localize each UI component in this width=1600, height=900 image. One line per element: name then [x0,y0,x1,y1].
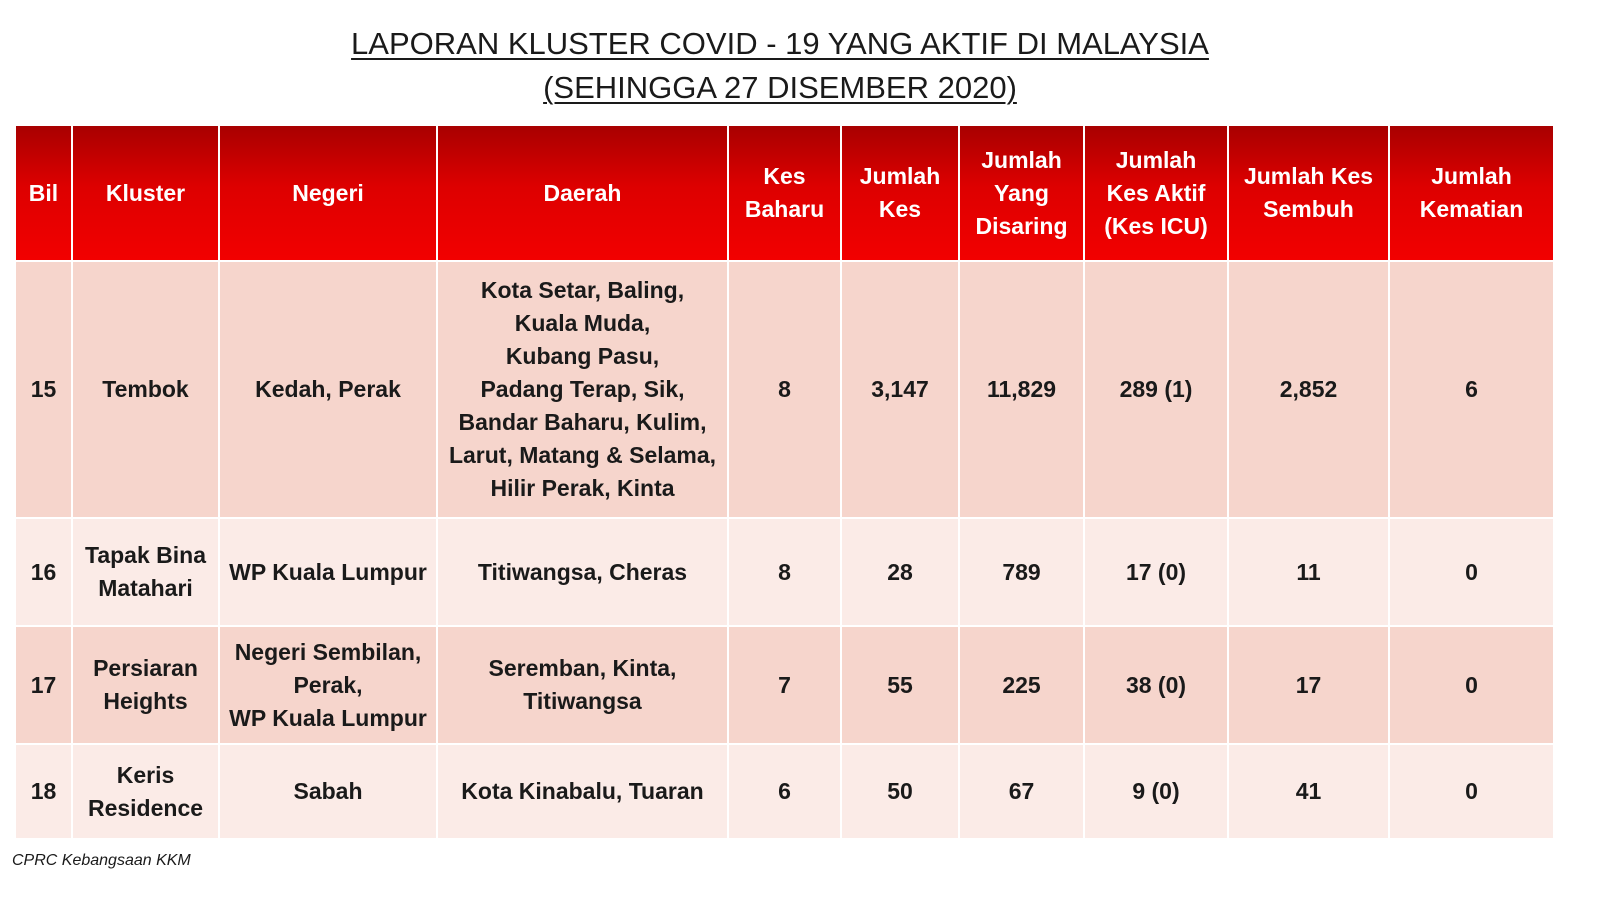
cell-bil: 15 [15,261,72,518]
cell-bil: 17 [15,626,72,744]
header-bil: Bil [15,125,72,261]
table-row [15,518,1554,626]
cell-bil: 16 [15,518,72,626]
report-title-line1: LAPORAN KLUSTER COVID - 19 YANG AKTIF DI MALAYSIA [351,26,1209,61]
cell-negeri: Negeri Sembilan, Perak, WP Kuala Lumpur [219,626,437,744]
cell-kes-sembuh: 17 [1228,626,1389,744]
cell-kematian: 0 [1389,744,1554,839]
cell-daerah: Kota Setar, Baling, Kuala Muda, Kubang Pasu, Padang Terap, Sik, Bandar Baharu, Kulim, Larut, Matang & Selama, Hilir Perak, Kinta [437,261,728,518]
header-kluster: Kluster [72,125,219,261]
table-row [15,744,1554,839]
cell-jumlah-kes: 28 [841,518,959,626]
cell-jumlah-kes: 55 [841,626,959,744]
cell-jumlah-disaring: 789 [959,518,1084,626]
cell-kes-baharu: 7 [728,626,841,744]
cell-kes-sembuh: 11 [1228,518,1389,626]
source-footnote: CPRC Kebangsaan KKM [12,852,191,869]
report-title-line2: (SEHINGGA 27 DISEMBER 2020) [543,70,1017,105]
report-title [0,22,1560,110]
cell-negeri: Sabah [219,744,437,839]
cell-negeri: Kedah, Perak [219,261,437,518]
table-body [15,261,1554,839]
header-kematian: Jumlah Kematian [1389,125,1554,261]
cell-kematian: 6 [1389,261,1554,518]
cell-kluster: Keris Residence [72,744,219,839]
header-jumlah-kes: Jumlah Kes [841,125,959,261]
header-jumlah-disaring: Jumlah Yang Disaring [959,125,1084,261]
cell-kes-baharu: 8 [728,261,841,518]
cell-kes-aktif: 38 (0) [1084,626,1228,744]
cell-jumlah-disaring: 67 [959,744,1084,839]
cell-jumlah-kes: 3,147 [841,261,959,518]
header-kes-baharu: Kes Baharu [728,125,841,261]
cell-kluster: Persiaran Heights [72,626,219,744]
cell-kes-baharu: 6 [728,744,841,839]
table-row [15,261,1554,518]
header-row [15,125,1554,261]
cell-kes-baharu: 8 [728,518,841,626]
header-negeri: Negeri [219,125,437,261]
cell-daerah: Kota Kinabalu, Tuaran [437,744,728,839]
cell-kes-aktif: 289 (1) [1084,261,1228,518]
cell-kematian: 0 [1389,518,1554,626]
cell-daerah: Seremban, Kinta, Titiwangsa [437,626,728,744]
cell-jumlah-kes: 50 [841,744,959,839]
cluster-table [14,124,1555,840]
header-daerah: Daerah [437,125,728,261]
cell-jumlah-disaring: 225 [959,626,1084,744]
table-row [15,626,1554,744]
header-kes-aktif: Jumlah Kes Aktif (Kes ICU) [1084,125,1228,261]
cell-kematian: 0 [1389,626,1554,744]
table-header [15,125,1554,261]
cell-bil: 18 [15,744,72,839]
cell-kes-aktif: 17 (0) [1084,518,1228,626]
cell-kes-aktif: 9 (0) [1084,744,1228,839]
cell-kes-sembuh: 2,852 [1228,261,1389,518]
header-kes-sembuh: Jumlah Kes Sembuh [1228,125,1389,261]
cell-kluster: Tembok [72,261,219,518]
cell-jumlah-disaring: 11,829 [959,261,1084,518]
cell-negeri: WP Kuala Lumpur [219,518,437,626]
cell-daerah: Titiwangsa, Cheras [437,518,728,626]
cell-kes-sembuh: 41 [1228,744,1389,839]
cell-kluster: Tapak Bina Matahari [72,518,219,626]
